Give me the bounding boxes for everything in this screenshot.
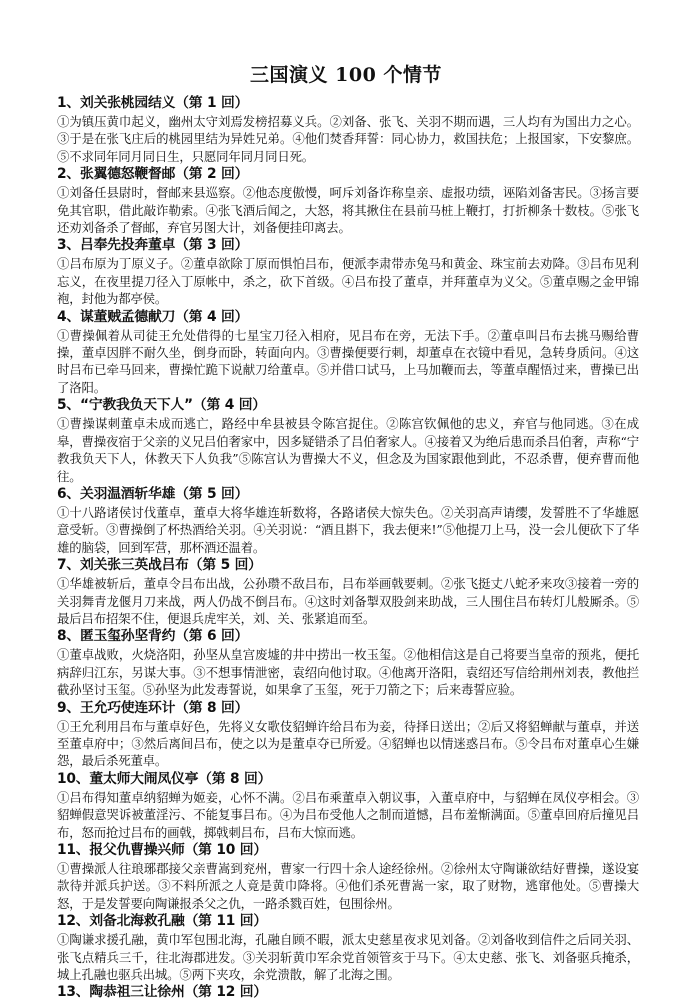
- chapter-8: [57, 627, 639, 698]
- chapter-body: ①华雄被斩后，董卓令吕布出战，公孙瓒不敌吕布，吕布举画戟要刺。②张飞挺丈八蛇矛来攻③接着一旁的关羽舞青龙偃月刀来战，两人仍战不倒吕布。④这时刘备掣双股剑来助战，三人围住吕布转灯儿般厮杀。⑤最后吕布招架不住，便退兵虎牢关，刘、关、张紧追而至。: [57, 576, 639, 626]
- chapter-heading: 5、“宁教我负天下人”（第 4 回）: [57, 397, 266, 414]
- chapter-12: [57, 912, 639, 983]
- chapter-3: [57, 236, 639, 307]
- document-content: [57, 94, 639, 1002]
- chapter-body: ①为镇压黄巾起义，幽州太守刘焉发榜招募义兵。②刘备、张飞、关羽不期而遇，三人均有为国出力之心。③于是在张飞庄后的桃园里结为异姓兄弟。④他们焚香拜誓：同心协力，救国扶危；上报国家，下安黎庶。⑤不求同年同月同日生，只愿同年同月同日死。: [57, 114, 639, 164]
- chapter-13: [57, 983, 639, 1002]
- chapter-heading: 4、谋董贼孟德献刀（第 4 回）: [57, 308, 249, 325]
- document-title: 三国演义 100 个情节: [250, 64, 442, 86]
- chapter-body: ①曹操佩着从司徒王允处借得的七星宝刀径入相府，见吕布在旁，无法下手。②董卓叫吕布去挑马赐给曹操，董卓因胖不耐久坐，倒身而卧，转面向内。③曹操便要行刺，却董卓在衣镜中看见，急转身质问。④这时吕布已牵马回来，曹操忙跪下说献刀给董卓。⑤并借口试马，上马加鞭而去，等董卓醒悟过来，曹操已出了洛阳。: [57, 327, 639, 395]
- chapter-1: [57, 94, 639, 165]
- chapter-5: [57, 396, 639, 485]
- chapter-7: [57, 556, 639, 627]
- chapter-9: [57, 699, 639, 770]
- chapter-body: ①王允利用吕布与董卓好色，先将义女歌伎貂蝉许给吕布为妾，待择日送出；②后又将貂蝉献与董卓，并送至董卓府中；③然后离间吕布，使之以为是董卓夺已所爱。④貂蝉也以情迷惑吕布。⑤令吕布对董卓心生嫌怨，最后杀死董卓。: [57, 718, 639, 769]
- chapter-heading: 2、张翼德怒鞭督邮（第 2 回）: [57, 166, 249, 183]
- chapter-heading: 6、关羽温酒斩华雄（第 5 回）: [57, 485, 249, 502]
- chapter-heading: 10、董太师大闹凤仪亭（第 8 回）: [57, 770, 272, 787]
- chapter-heading: 9、王允巧使连环计（第 8 回）: [57, 699, 249, 716]
- chapter-body: ①十八路诸侯讨伐董卓，董卓大将华雄连斩数将，各路诸侯大惊失色。②关羽高声请缨，发誓胜不了华雄愿意受斩。③曹操倒了杯热酒给关羽。④关羽说：“酒且斟下，我去便来!”⑤他提刀上马，没一会儿便砍下了华雄的脑袋，回到军营，那杯酒还温着。: [57, 504, 639, 555]
- chapter-body: ①刘备任县尉时，督邮来县巡察。②他态度傲慢，呵斥刘备诈称皇亲、虚报功绩，诬陷刘备害民。③扬言要免其官职，借此敲诈勒索。④张飞酒后闻之，大怒，将其揪住在县前马桩上鞭打，打折柳条十数枝。⑤张飞还劝刘备杀了督邮，弃官另图大计，刘备便挂印离去。: [57, 185, 639, 236]
- chapter-body: ①吕布得知董卓纳貂蝉为姬妾，心怀不满。②吕布乘董卓入朝议事，入董卓府中，与貂蝉在凤仪亭相会。③貂蝉假意哭诉被董淫污、不能复事吕布。④为吕布受他人之制而道憾，吕布羞惭满面。⑤董卓回府后撞见吕布，怒而抢过吕布的画戟，掷戟刺吕布，吕布大惊而逃。: [57, 789, 639, 840]
- chapter-heading: 7、刘关张三英战吕布（第 5 回）: [57, 557, 262, 574]
- chapter-body: ①董卓战败，火烧洛阳，孙坚从皇宫废墟的井中捞出一枚玉玺。②他相信这是自己将要当皇帝的预兆，便托病辞归江东，另谋大事。③不想事情泄密，袁绍向他讨取。④他离开洛阳，袁绍还写信给荆州刘表，教他拦截孙坚讨玉玺。⑤孙坚为此发毒誓说，如果拿了玉玺，死于刀箭之下；后来毒誓应验。: [57, 647, 639, 698]
- chapter-heading: 11、报父仇曹操兴师（第 10 回）: [57, 842, 267, 858]
- chapter-heading: 12、刘备北海救孔融（第 11 回）: [57, 913, 267, 930]
- chapter-body: ①吕布原为丁原义子。②董卓欲除丁原而惧怕吕布，便派李肃带赤兔马和黄金、珠宝前去劝降。③吕布见利忘义，在夜里提刀径入丁原帐中，杀之，砍下首级。④吕布投了董卓，并拜董卓为义父。⑤董卓赐之金甲锦袍，封他为都亭侯。: [57, 256, 639, 307]
- chapter-4: [57, 308, 639, 397]
- chapter-body: ①陶谦求援孔融，黄巾军包围北海，孔融自顾不暇，派太史慈星夜求见刘备。②刘备收到信件之后同关羽、张飞点精兵三千，往北海郡进发。③关羽斩黄巾军余党首领管亥于马下。④太史慈、张飞、刘备驱兵掩杀，城上孔融也驱兵出城。⑤两下夹攻，余党溃散，解了北海之围。: [57, 932, 639, 983]
- chapter-11: [57, 841, 639, 912]
- chapter-6: [57, 485, 639, 556]
- chapter-10: [57, 770, 639, 841]
- chapter-body: ①曹操派人往琅琊郡接父亲曹嵩到兖州，曹家一行四十余人途经徐州。②徐州太守陶谦欲结好曹操，遂设宴款待并派兵护送。③不料所派之人竟是黄巾降将。④他们杀死曹嵩一家，取了财物，逃窜他处。⑤曹操大怒，于是发誓要向陶谦报杀父之仇，一路杀戮百姓，包围徐州。: [57, 861, 639, 911]
- chapter-heading: 3、吕奉先投奔董卓（第 3 回）: [57, 237, 249, 254]
- chapter-heading: 1、刘关张桃园结义（第 1 回）: [57, 95, 249, 111]
- chapter-heading: 13、陶恭祖三让徐州（第 12 回）: [57, 984, 267, 1001]
- chapter-2: [57, 165, 639, 236]
- chapter-heading: 8、匿玉玺孙坚背约（第 6 回）: [57, 628, 249, 645]
- chapter-body: ①曹操谋刺董卓未成而逃亡，路经中牟县被县令陈宫捉住。②陈宫钦佩他的忠义，弃官与他同逃。③在成皋，曹操夜宿于父亲的义兄吕伯奢家中，因多疑错杀了吕伯奢家人。④接着又为绝后患而杀吕伯奢，声称“宁教我负天下人，休教天下人负我”⑤陈宫认为曹操大不义，但念及为国家跟他到此，不忍杀曹，便弃曹而他往。: [57, 416, 639, 484]
